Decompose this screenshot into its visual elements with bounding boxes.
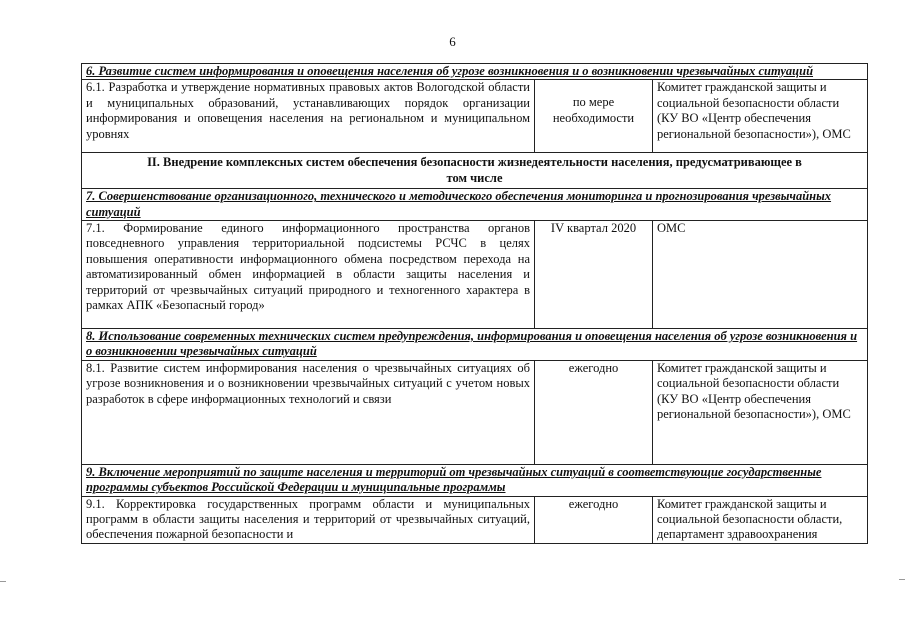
table-row [82, 464, 868, 496]
section-heading-9: 9. Включение мероприятий по защите населения и территорий от чрезвычайных ситуаций в соответствующие государственные программы субъектов Российской Федерации и муниципальные программы [82, 464, 868, 496]
measure-term: IV квартал 2020 [535, 221, 653, 329]
table-row [82, 64, 868, 80]
measure-responsible: Комитет гражданской защиты и социальной безопасности области (КУ ВО «Центр обеспечения региональной безопасности»), ОМС [653, 360, 868, 464]
measure-description: 9.1. Корректировка государственных программ области и муниципальных программ в области защиты населения и территорий от чрезвычайных ситуаций, обеспечения пожарной безопасности и [82, 496, 535, 543]
measure-term: по мере необходимости [535, 80, 653, 153]
measure-term: ежегодно [535, 360, 653, 464]
measures-table [81, 63, 868, 544]
measure-term: ежегодно [535, 496, 653, 543]
part-heading-2: II. Внедрение комплексных систем обеспечения безопасности жизнедеятельности населения, предусматривающее в том числе [82, 153, 868, 189]
table-row [82, 221, 868, 329]
measure-description: 8.1. Развитие систем информирования населения о чрезвычайных ситуациях об угрозе возникновения и о возникновении чрезвычайных ситуаций с учетом новых разработок в сфере информационных технологий и связи [82, 360, 535, 464]
table-row [82, 329, 868, 361]
measure-description: 7.1. Формирование единого информационного пространства органов повседневного управления территориальной подсистемы РСЧС в целях повышения оперативности информационного обмена посредством перехода на автоматизированный обмен информацией в области защиты населения и территорий от чрезвычайных ситуаций природного и техногенного характера в рамках АПК «Безопасный город» [82, 221, 535, 329]
section-heading-7: 7. Совершенствование организационного, технического и методического обеспечения мониторинга и прогнозирования чрезвычайных ситуаций [82, 189, 868, 221]
table-row [82, 153, 868, 189]
measure-responsible: Комитет гражданской защиты и социальной безопасности области, департамент здравоохранения [653, 496, 868, 543]
table-row [82, 360, 868, 464]
measure-responsible: ОМС [653, 221, 868, 329]
measure-description: 6.1. Разработка и утверждение нормативных правовых актов Вологодской области и муниципальных образований, устанавливающих порядок организации информирования и оповещения населения на региональном и муниципальном уровнях [82, 80, 535, 153]
section-heading-6: 6. Развитие систем информирования и оповещения населения об угрозе возникновения и о возникновении чрезвычайных ситуаций [82, 64, 868, 80]
measure-responsible: Комитет гражданской защиты и социальной безопасности области (КУ ВО «Центр обеспечения региональной безопасности»), ОМС [653, 80, 868, 153]
scan-edge-mark [0, 581, 6, 582]
section-heading-8: 8. Использование современных технических систем предупреждения, информирования и оповещения населения об угрозе возникновения и о возникновении чрезвычайных ситуаций [82, 329, 868, 361]
table-row [82, 189, 868, 221]
table-row [82, 496, 868, 543]
page-number: 6 [449, 34, 456, 49]
scan-edge-mark [899, 579, 905, 580]
table-row [82, 80, 868, 153]
